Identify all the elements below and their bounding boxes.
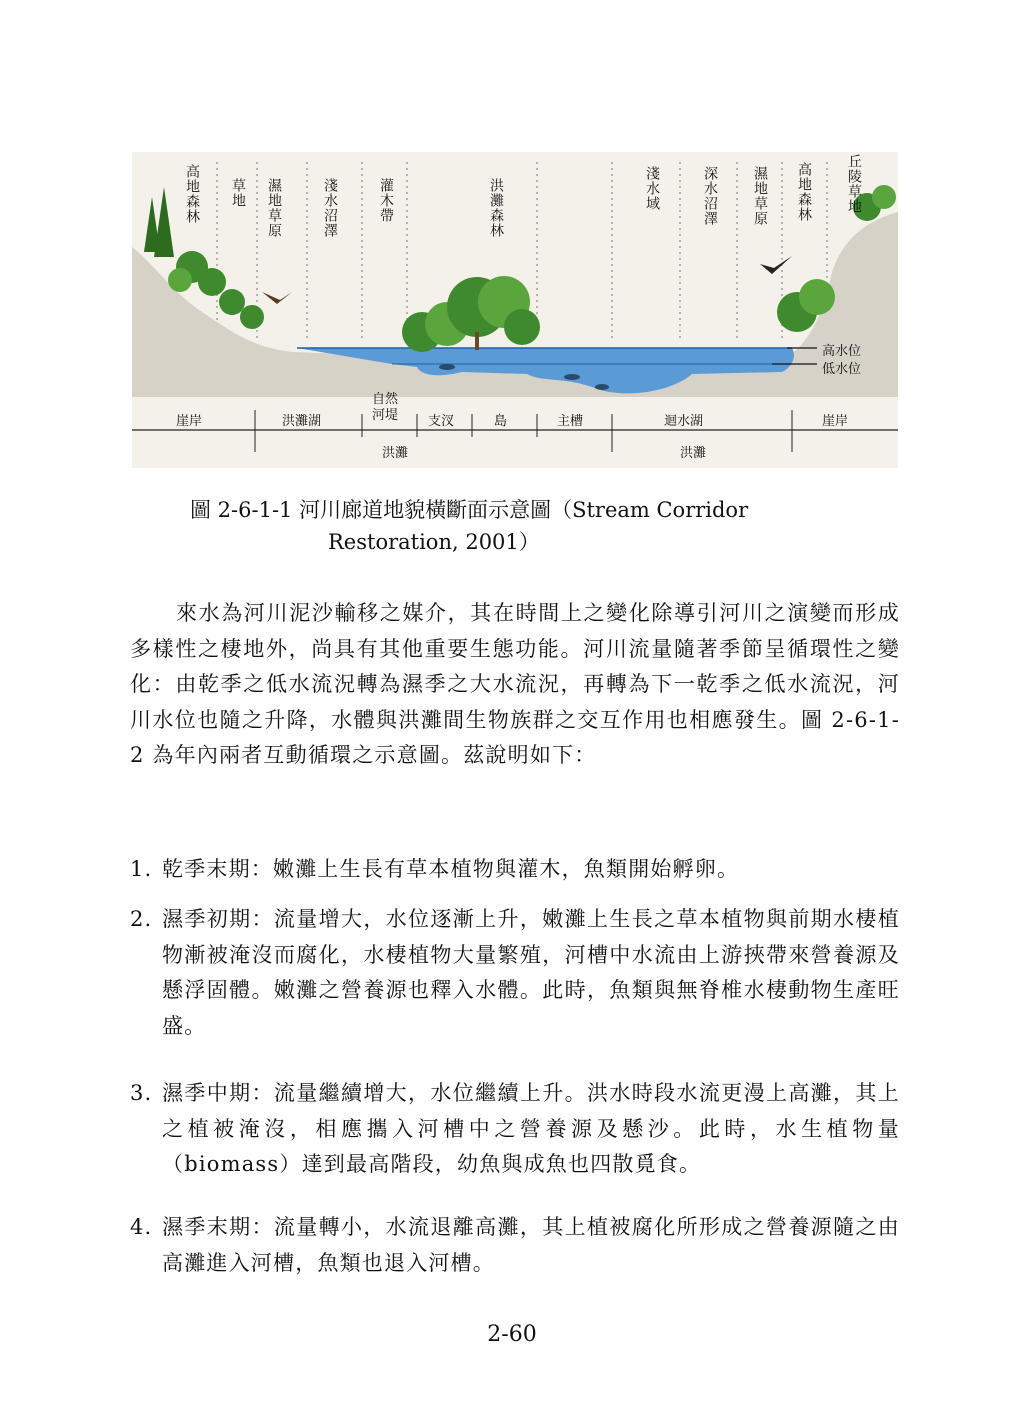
page-number: 2-60	[487, 1322, 537, 1347]
list-item-text: 濕季末期：流量轉小，水流退離高灘，其上植被腐化所形成之營養源隨之由高灘進入河槽，魚類也退入河槽。	[162, 1215, 900, 1275]
label-main-channel: 主槽	[557, 414, 584, 429]
cross-section-illustration	[132, 152, 898, 468]
label-oxbow-lake: 迴水湖	[664, 414, 704, 429]
high-water-level-label: 高水位	[822, 344, 862, 359]
label-island: 島	[494, 414, 508, 429]
list-item	[130, 852, 900, 888]
label-floodplain-left: 洪灘	[382, 446, 409, 461]
list-item-number: 3.	[130, 1081, 153, 1105]
list-item	[130, 902, 900, 1044]
zone-label-shallow-water: 淺水域	[644, 166, 660, 211]
zone-label-wet-meadow-left: 濕地草原	[266, 178, 282, 238]
list-item-text: 乾季末期：嫩灘上生長有草本植物與灌木，魚類開始孵卵。	[162, 857, 740, 881]
list-item-text: 濕季初期：流量增大，水位逐漸上升，嫩灘上生長之草本植物與前期水棲植物漸被淹沒而腐化，水棲植物大量繁殖，河槽中水流由上游挾帶來營養源及懸浮固體。嫩灘之營養源也釋入水體。此時，魚類與無脊椎水棲動物生產旺盛。	[162, 907, 900, 1038]
low-water-level-label: 低水位	[822, 362, 862, 377]
label-natural-levee: 自然河堤	[371, 392, 398, 423]
zone-label-grassland: 草地	[230, 178, 246, 208]
list-item	[130, 1210, 900, 1281]
intro-paragraph: 來水為河川泥沙輸移之媒介，其在時間上之變化除導引河川之演變而形成多樣性之棲地外，尚具有其他重要生態功能。河川流量隨著季節呈循環性之變化：由乾季之低水流況轉為濕季之大水流況，再轉為下一乾季之低水流況，河川水位也隨之升降，水體與洪灘間生物族群之交互作用也相應發生。圖 2-6-1-2 為年內兩者互動循環之示意圖。茲說明如下：	[130, 601, 900, 767]
list-item-number: 2.	[130, 907, 153, 931]
zone-label-wet-meadow-right: 濕地草原	[752, 166, 768, 226]
zone-label-hill-grassland: 丘陵草地	[846, 154, 862, 214]
caption-line-1: 圖 2-6-1-1 河川廊道地貌橫斷面示意圖（Stream Corridor	[190, 498, 749, 522]
bird-right	[760, 256, 792, 274]
list-item	[130, 1076, 900, 1183]
label-floodplain-lake: 洪灘湖	[282, 414, 322, 429]
label-cliff-left: 崖岸	[176, 414, 203, 429]
list-item-number: 1.	[130, 857, 153, 881]
zone-label-upland-forest-right: 高地森林	[796, 162, 812, 222]
label-floodplain-right: 洪灘	[680, 446, 707, 461]
zone-label-shallow-marsh-left: 淺水沼澤	[322, 178, 338, 238]
river-cross-section-figure	[132, 152, 898, 468]
list-item-number: 4.	[130, 1215, 153, 1239]
island-forest	[402, 276, 540, 352]
zone-label-deep-marsh: 深水沼澤	[702, 166, 718, 226]
zone-label-shrub-zone: 灌木帶	[378, 178, 394, 223]
zone-label-upland-forest-left: 高地森林	[184, 164, 200, 224]
caption-line-2: Restoration, 2001）	[328, 530, 540, 554]
label-strip	[132, 397, 898, 468]
list-item-text: 濕季中期：流量繼續增大，水位繼續上升。洪水時段水流更漫上高灘，其上之植被淹沒，相應攜入河槽中之營養源及懸沙。此時，水生植物量（biomass）達到最高階段，幼魚與成魚也四散覓食。	[162, 1081, 900, 1176]
zone-label-floodplain-forest: 洪灘森林	[488, 178, 504, 238]
label-branch-channel: 支汊	[428, 414, 455, 429]
figure-caption	[190, 494, 890, 558]
label-cliff-right: 崖岸	[822, 414, 849, 429]
bird-left	[262, 292, 292, 304]
